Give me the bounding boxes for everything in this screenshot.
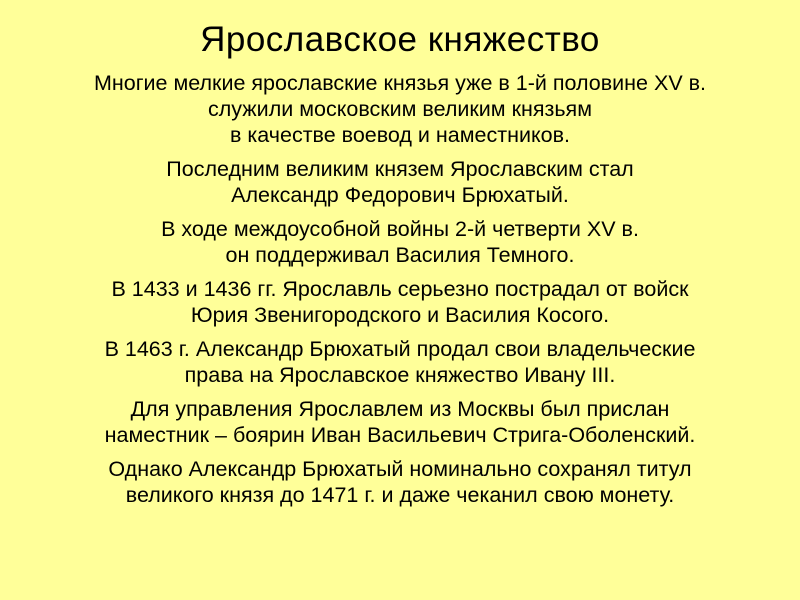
paragraph-line: Однако Александр Брюхатый номинально сохранял титул xyxy=(108,457,692,481)
paragraph-line: В 1433 и 1436 гг. Ярославль серьезно пострадал от войск xyxy=(111,277,689,301)
paragraph-line: Для управления Ярославлем из Москвы был прислан xyxy=(130,397,670,421)
paragraph-line: служили московским великим князьям xyxy=(208,97,592,121)
paragraph-line: великого князя до 1471 г. и даже чеканил свою монету. xyxy=(125,483,675,507)
paragraph-6 xyxy=(0,396,800,448)
paragraph-line: права на Ярославское княжество Ивану III. xyxy=(184,363,616,387)
paragraph-2 xyxy=(0,156,800,208)
paragraph-1 xyxy=(0,70,800,148)
paragraph-line: он поддерживал Василия Темного. xyxy=(225,243,575,267)
paragraph-4 xyxy=(0,276,800,328)
paragraph-3 xyxy=(0,216,800,268)
paragraph-line: В ходе междоусобной войны 2-й четверти XV в. xyxy=(161,217,639,241)
paragraph-line: Многие мелкие ярославские князья уже в 1-й половине XV в. xyxy=(93,71,707,95)
paragraph-line: Юрия Звенигородского и Василия Косого. xyxy=(190,303,610,327)
paragraph-line: В 1463 г. Александр Брюхатый продал свои владельческие xyxy=(104,337,696,361)
paragraph-line: Александр Федорович Брюхатый. xyxy=(231,183,569,207)
paragraph-line: наместник – боярин Иван Васильевич Стрига-Оболенский. xyxy=(104,423,696,447)
paragraph-5 xyxy=(0,336,800,388)
paragraph-line: в качестве воевод и наместников. xyxy=(230,123,570,147)
slide-title: Ярославское княжество xyxy=(200,20,600,59)
paragraph-line: Последним великим князем Ярославским стал xyxy=(166,157,634,181)
paragraph-7 xyxy=(0,456,800,508)
